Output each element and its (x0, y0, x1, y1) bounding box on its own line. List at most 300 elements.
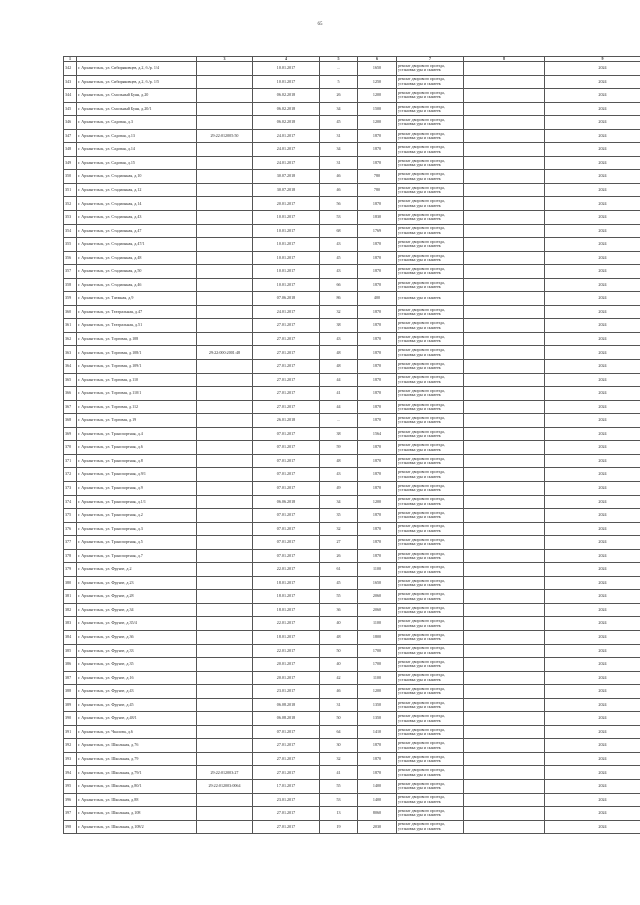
year-cell: 2024 (545, 346, 640, 360)
date-cell: 10.01.2017 (253, 238, 320, 252)
cadastral-number-cell (197, 685, 253, 699)
table-row (64, 102, 640, 116)
work-type-cell: ремонт дворового проезда, установка урн и скамеек (397, 698, 464, 712)
year-cell: 2024 (545, 590, 640, 604)
table-row (64, 468, 640, 482)
work-type-cell: ремонт дворового проезда, установка урн и скамеек (397, 576, 464, 590)
table-row (64, 522, 640, 536)
cadastral-number-cell (197, 698, 253, 712)
address-cell: г. Архангельск, ул. Фрунзе, д.2 (77, 563, 197, 577)
date-cell: 20.01.2017 (253, 671, 320, 685)
table-row (64, 278, 640, 292)
cadastral-number-cell (197, 752, 253, 766)
table-row (64, 698, 640, 712)
address-cell: г. Архангельск, ул. Школьная, д.80/1 (77, 779, 197, 793)
date-cell: 06.02.2018 (253, 102, 320, 116)
row-number-cell: 393 (64, 752, 77, 766)
table-row (64, 576, 640, 590)
year-cell: 2024 (545, 712, 640, 726)
area-cell: 2030 (358, 820, 397, 834)
year-cell: 2024 (545, 549, 640, 563)
cadastral-number-cell (197, 522, 253, 536)
work-type-cell: ремонт дворового проезда, установка урн и скамеек (397, 156, 464, 170)
table-row (64, 752, 640, 766)
wear-percent-cell: 43 (320, 468, 358, 482)
row-number-cell: 384 (64, 630, 77, 644)
table-row (64, 251, 640, 265)
year-cell: 2024 (545, 400, 640, 414)
work-type-cell: ремонт дворового проезда, установка урн и скамеек (397, 224, 464, 238)
year-cell: 2024 (545, 292, 640, 306)
table-row (64, 630, 640, 644)
date-cell: 07.01.2017 (253, 454, 320, 468)
year-cell: 2024 (545, 522, 640, 536)
cadastral-number-cell (197, 305, 253, 319)
date-cell: 07.01.2017 (253, 536, 320, 550)
wear-percent-cell: 50 (320, 644, 358, 658)
address-cell: г. Архангельск, ул. Стадионная, д.14 (77, 197, 197, 211)
cadastral-number-cell (197, 427, 253, 441)
area-cell: 1400 (358, 793, 397, 807)
date-cell: 27.01.2017 (253, 739, 320, 753)
year-cell: 2024 (545, 685, 640, 699)
register-table-body (64, 57, 640, 834)
cadastral-number-cell (197, 536, 253, 550)
year-cell: 2024 (545, 509, 640, 523)
table-row (64, 779, 640, 793)
wear-percent-cell: 31 (320, 156, 358, 170)
cadastral-number-cell (197, 712, 253, 726)
year-cell: 2024 (545, 360, 640, 374)
table-row (64, 360, 640, 374)
row-number-cell: 352 (64, 197, 77, 211)
address-cell: г. Архангельск, ул. Фрунзе, д.43 (77, 685, 197, 699)
date-cell: 07.06.2018 (253, 292, 320, 306)
cadastral-number-cell (197, 807, 253, 821)
note-cell (464, 644, 545, 658)
row-number-cell: 383 (64, 617, 77, 631)
wear-percent-cell: 66 (320, 278, 358, 292)
table-row (64, 129, 640, 143)
area-cell: 1870 (358, 400, 397, 414)
year-cell: 2024 (545, 332, 640, 346)
table-row (64, 346, 640, 360)
address-cell: г. Архангельск, ул. Фрунзе, д.33 (77, 644, 197, 658)
address-cell: г. Архангельск, ул. Садовая, д.13 (77, 129, 197, 143)
area-cell: 1870 (358, 468, 397, 482)
note-cell (464, 725, 545, 739)
year-cell: 2024 (545, 102, 640, 116)
area-cell: 1650 (358, 62, 397, 76)
work-type-cell: ремонт дворового проезда, установка урн и скамеек (397, 238, 464, 252)
area-cell: 1410 (358, 725, 397, 739)
table-row (64, 671, 640, 685)
date-cell: 27.01.2017 (253, 319, 320, 333)
table-row (64, 712, 640, 726)
address-cell: г. Архангельск, ул. Школьная, д.88 (77, 793, 197, 807)
area-cell: 1800 (358, 630, 397, 644)
date-cell: 22.01.2017 (253, 644, 320, 658)
table-row (64, 495, 640, 509)
wear-percent-cell: 36 (320, 603, 358, 617)
work-type-cell: ремонт дворового проезда, установка урн и скамеек (397, 820, 464, 834)
address-cell: г. Архангельск, ул. Стадионная, д.43 (77, 211, 197, 225)
address-cell: г. Архангельск, ул. Торговая, д.110 (77, 373, 197, 387)
wear-percent-cell: 43 (320, 265, 358, 279)
address-cell: г. Архангельск, ул. Таежная, д.9 (77, 292, 197, 306)
row-number-cell: 348 (64, 143, 77, 157)
cadastral-number-cell (197, 360, 253, 374)
row-number-cell: 389 (64, 698, 77, 712)
wear-percent-cell: 45 (320, 576, 358, 590)
address-cell: г. Архангельск, ул. Смольный Буян, д.20/1 (77, 102, 197, 116)
table-row (64, 793, 640, 807)
row-number-cell: 373 (64, 481, 77, 495)
address-cell: г. Архангельск, ул. Торговая, д.110/1 (77, 387, 197, 401)
year-cell: 2024 (545, 116, 640, 130)
table-row (64, 536, 640, 550)
year-cell: 2024 (545, 820, 640, 834)
address-cell: г. Архангельск, ул. Чкалова, д.6 (77, 725, 197, 739)
address-cell: г. Архангельск, ул. Транспортная, д.7 (77, 549, 197, 563)
wear-percent-cell: 53 (320, 793, 358, 807)
address-cell: г. Архангельск, ул. Транспортная, д.9 (77, 481, 197, 495)
area-cell: 1870 (358, 373, 397, 387)
date-cell: 18.01.2017 (253, 603, 320, 617)
area-cell: 1870 (358, 454, 397, 468)
note-cell (464, 752, 545, 766)
note-cell (464, 766, 545, 780)
note-cell (464, 563, 545, 577)
note-cell (464, 332, 545, 346)
note-cell (464, 102, 545, 116)
year-cell: 2024 (545, 563, 640, 577)
year-cell: 2024 (545, 414, 640, 428)
note-cell (464, 807, 545, 821)
area-cell: 1700 (358, 658, 397, 672)
address-cell: г. Архангельск, ул. Садовая, д.15 (77, 156, 197, 170)
date-cell: 24.01.2017 (253, 143, 320, 157)
year-cell: 2024 (545, 62, 640, 76)
note-cell (464, 400, 545, 414)
date-cell: 07.01.2017 (253, 441, 320, 455)
row-number-cell: 394 (64, 766, 77, 780)
year-cell: 2024 (545, 766, 640, 780)
row-number-cell: 381 (64, 590, 77, 604)
work-type-cell: ремонт дворового проезда, установка урн и скамеек (397, 360, 464, 374)
note-cell (464, 305, 545, 319)
wear-percent-cell: 46 (320, 685, 358, 699)
address-cell: г. Архангельск, ул. Сибиряковцев, д.2, б./р. 1/4 (77, 62, 197, 76)
row-number-cell: 380 (64, 576, 77, 590)
wear-percent-cell: 55 (320, 590, 358, 604)
work-type-cell: ремонт дворового проезда, установка урн и скамеек (397, 766, 464, 780)
column-header-1: 1 (64, 57, 77, 62)
note-cell (464, 265, 545, 279)
row-number-cell: 342 (64, 62, 77, 76)
cadastral-number-cell (197, 62, 253, 76)
note-cell (464, 360, 545, 374)
wear-percent-cell: 40 (320, 658, 358, 672)
row-number-cell: 396 (64, 793, 77, 807)
area-cell: 1350 (358, 698, 397, 712)
note-cell (464, 346, 545, 360)
year-cell: 2024 (545, 238, 640, 252)
work-type-cell: ремонт дворового проезда, установка урн и скамеек (397, 454, 464, 468)
year-cell: 2024 (545, 319, 640, 333)
table-row (64, 224, 640, 238)
area-cell: 1870 (358, 305, 397, 319)
year-cell: 2024 (545, 576, 640, 590)
note-cell (464, 509, 545, 523)
year-cell: 2024 (545, 454, 640, 468)
table-row (64, 332, 640, 346)
date-cell: 07.01.2017 (253, 725, 320, 739)
table-row (64, 62, 640, 76)
cadastral-number-cell (197, 576, 253, 590)
date-cell: 24.01.2017 (253, 129, 320, 143)
table-row (64, 685, 640, 699)
cadastral-number-cell: 29:22:012003:0064 (197, 779, 253, 793)
date-cell: 30.07.2018 (253, 170, 320, 184)
row-number-cell: 356 (64, 251, 77, 265)
row-number-cell: 387 (64, 671, 77, 685)
note-cell (464, 278, 545, 292)
cadastral-number-cell (197, 143, 253, 157)
year-cell: 2024 (545, 658, 640, 672)
note-cell (464, 183, 545, 197)
note-cell (464, 617, 545, 631)
note-cell (464, 441, 545, 455)
year-cell: 2024 (545, 305, 640, 319)
wear-percent-cell: 5 (320, 75, 358, 89)
cadastral-number-cell (197, 387, 253, 401)
area-cell: 1100 (358, 671, 397, 685)
work-type-cell: ремонт дворового проезда, установка урн и скамеек (397, 427, 464, 441)
table-row (64, 319, 640, 333)
row-number-cell: 369 (64, 427, 77, 441)
work-type-cell: ремонт дворового проезда, установка урн и скамеек (397, 129, 464, 143)
work-type-cell: ремонт дворового проезда, установка урн и скамеек (397, 183, 464, 197)
cadastral-number-cell (197, 75, 253, 89)
address-cell: г. Архангельск, ул. Фрунзе, д.35/4 (77, 617, 197, 631)
year-cell: 2024 (545, 725, 640, 739)
address-cell: г. Архангельск, ул. Школьная, д.76 (77, 739, 197, 753)
wear-percent-cell: 44 (320, 373, 358, 387)
address-cell: г. Архангельск, ул. Школьная, д.108/2 (77, 820, 197, 834)
row-number-cell: 385 (64, 644, 77, 658)
work-type-cell: ремонт дворового проезда, установка урн и скамеек (397, 278, 464, 292)
cadastral-number-cell: 29:22:012005:50 (197, 129, 253, 143)
row-number-cell: 345 (64, 102, 77, 116)
wear-percent-cell: 34 (320, 143, 358, 157)
note-cell (464, 495, 545, 509)
area-cell: 2060 (358, 603, 397, 617)
area-cell: 1500 (358, 102, 397, 116)
cadastral-number-cell (197, 116, 253, 130)
area-cell: 1830 (358, 211, 397, 225)
table-row (64, 617, 640, 631)
address-cell: г. Архангельск, ул. Школьная, д.108 (77, 807, 197, 821)
note-cell (464, 414, 545, 428)
note-cell (464, 427, 545, 441)
date-cell: 10.01.2017 (253, 224, 320, 238)
work-type-cell: ремонт дворового проезда, установка урн и скамеек (397, 468, 464, 482)
row-number-cell: 390 (64, 712, 77, 726)
cadastral-number-cell (197, 590, 253, 604)
cadastral-number-cell (197, 481, 253, 495)
note-cell (464, 820, 545, 834)
table-row (64, 211, 640, 225)
table-row (64, 197, 640, 211)
wear-percent-cell: 13 (320, 807, 358, 821)
row-number-cell: 343 (64, 75, 77, 89)
year-cell: 2024 (545, 251, 640, 265)
wear-percent-cell: 48 (320, 346, 358, 360)
work-type-cell: ремонт дворового проезда, установка урн и скамеек (397, 644, 464, 658)
area-cell: 1200 (358, 116, 397, 130)
work-type-cell: ремонт дворового проезда, установка урн и скамеек (397, 549, 464, 563)
year-cell: 2024 (545, 427, 640, 441)
row-number-cell: 388 (64, 685, 77, 699)
date-cell: 07.01.2017 (253, 509, 320, 523)
address-cell: г. Архангельск, ул. Транспортная, д.8 (77, 454, 197, 468)
work-type-cell: ремонт дворового проезда, установка урн и скамеек (397, 414, 464, 428)
work-type-cell: ремонт дворового проезда, установка урн и скамеек (397, 170, 464, 184)
address-cell: г. Архангельск, ул. Садовая, д.3 (77, 116, 197, 130)
address-cell: г. Архангельск, ул. Смольный Буян, д.20 (77, 89, 197, 103)
cadastral-number-cell (197, 211, 253, 225)
row-number-cell: 359 (64, 292, 77, 306)
table-row (64, 170, 640, 184)
year-cell: 2024 (545, 224, 640, 238)
area-cell: 1100 (358, 563, 397, 577)
date-cell: 22.01.2017 (253, 563, 320, 577)
cadastral-number-cell (197, 251, 253, 265)
address-cell: г. Архангельск, ул. Торговая, д.108/1 (77, 346, 197, 360)
cadastral-number-cell (197, 495, 253, 509)
date-cell: 10.01.2017 (253, 62, 320, 76)
cadastral-number-cell (197, 400, 253, 414)
wear-percent-cell: 40 (320, 617, 358, 631)
area-cell: 1100 (358, 617, 397, 631)
wear-percent-cell: 43 (320, 332, 358, 346)
table-row (64, 481, 640, 495)
area-cell: 1870 (358, 265, 397, 279)
row-number-cell: 370 (64, 441, 77, 455)
date-cell: 27.01.2017 (253, 766, 320, 780)
table-row (64, 820, 640, 834)
year-cell: 2024 (545, 793, 640, 807)
cadastral-number-cell (197, 183, 253, 197)
area-cell: 1870 (358, 766, 397, 780)
year-cell: 2024 (545, 603, 640, 617)
year-cell: 2024 (545, 129, 640, 143)
cadastral-number-cell (197, 617, 253, 631)
row-number-cell: 377 (64, 536, 77, 550)
table-row (64, 441, 640, 455)
table-row (64, 156, 640, 170)
date-cell: 06.06.2018 (253, 495, 320, 509)
note-cell (464, 522, 545, 536)
note-cell (464, 292, 545, 306)
wear-percent-cell: 32 (320, 522, 358, 536)
wear-percent-cell: 43 (320, 238, 358, 252)
cadastral-number-cell (197, 671, 253, 685)
cadastral-number-cell (197, 725, 253, 739)
wear-percent-cell: ... (320, 414, 358, 428)
table-row (64, 427, 640, 441)
note-cell (464, 116, 545, 130)
address-cell: г. Архангельск, ул. Торговая, д.109/1 (77, 360, 197, 374)
row-number-cell: 395 (64, 779, 77, 793)
address-cell: г. Архангельск, ул. Фрунзе, д.23 (77, 576, 197, 590)
wear-percent-cell: 64 (320, 725, 358, 739)
year-cell: 2024 (545, 211, 640, 225)
wear-percent-cell: 45 (320, 116, 358, 130)
area-cell: 1870 (358, 509, 397, 523)
wear-percent-cell: 50 (320, 712, 358, 726)
area-cell: 1200 (358, 685, 397, 699)
table-row (64, 265, 640, 279)
row-number-cell: 347 (64, 129, 77, 143)
row-number-cell: 350 (64, 170, 77, 184)
work-type-cell: ремонт дворового проезда, установка урн и скамеек (397, 319, 464, 333)
area-cell: 2060 (358, 590, 397, 604)
table-row (64, 238, 640, 252)
year-cell: 2024 (545, 644, 640, 658)
note-cell (464, 170, 545, 184)
row-number-cell: 351 (64, 183, 77, 197)
address-cell: г. Архангельск, ул. Транспортная, д.1/1 (77, 495, 197, 509)
year-cell: 2024 (545, 536, 640, 550)
date-cell: 30.07.2018 (253, 183, 320, 197)
area-cell: 1870 (358, 414, 397, 428)
address-cell: г. Архангельск, ул. Транспортная, д.2 (77, 509, 197, 523)
year-cell: 2024 (545, 617, 640, 631)
year-cell: 2024 (545, 278, 640, 292)
area-cell: 1870 (358, 251, 397, 265)
date-cell: 18.01.2017 (253, 590, 320, 604)
date-cell: 27.01.2017 (253, 400, 320, 414)
date-cell: 27.01.2017 (253, 346, 320, 360)
note-cell (464, 603, 545, 617)
cadastral-number-cell (197, 265, 253, 279)
row-number-cell: 375 (64, 509, 77, 523)
table-row (64, 292, 640, 306)
date-cell: 07.01.2017 (253, 481, 320, 495)
table-row (64, 116, 640, 130)
work-type-cell: ремонт дворового проезда, установка урн и скамеек (397, 251, 464, 265)
wear-percent-cell: 41 (320, 766, 358, 780)
date-cell: 23.01.2017 (253, 793, 320, 807)
table-row (64, 603, 640, 617)
date-cell: 10.01.2017 (253, 251, 320, 265)
work-type-cell: ремонт дворового проезда, установка урн и скамеек (397, 712, 464, 726)
address-cell: г. Архангельск, ул. Транспортная, д.5 (77, 536, 197, 550)
row-number-cell: 361 (64, 319, 77, 333)
date-cell: 10.01.2017 (253, 211, 320, 225)
note-cell (464, 62, 545, 76)
work-type-cell: ремонт дворового проезда, установка урн и скамеек (397, 630, 464, 644)
note-cell (464, 658, 545, 672)
cadastral-number-cell (197, 658, 253, 672)
work-type-cell: ремонт дворового проезда, установка урн и скамеек (397, 658, 464, 672)
cadastral-number-cell (197, 630, 253, 644)
wear-percent-cell: 32 (320, 305, 358, 319)
row-number-cell: 391 (64, 725, 77, 739)
note-cell (464, 387, 545, 401)
